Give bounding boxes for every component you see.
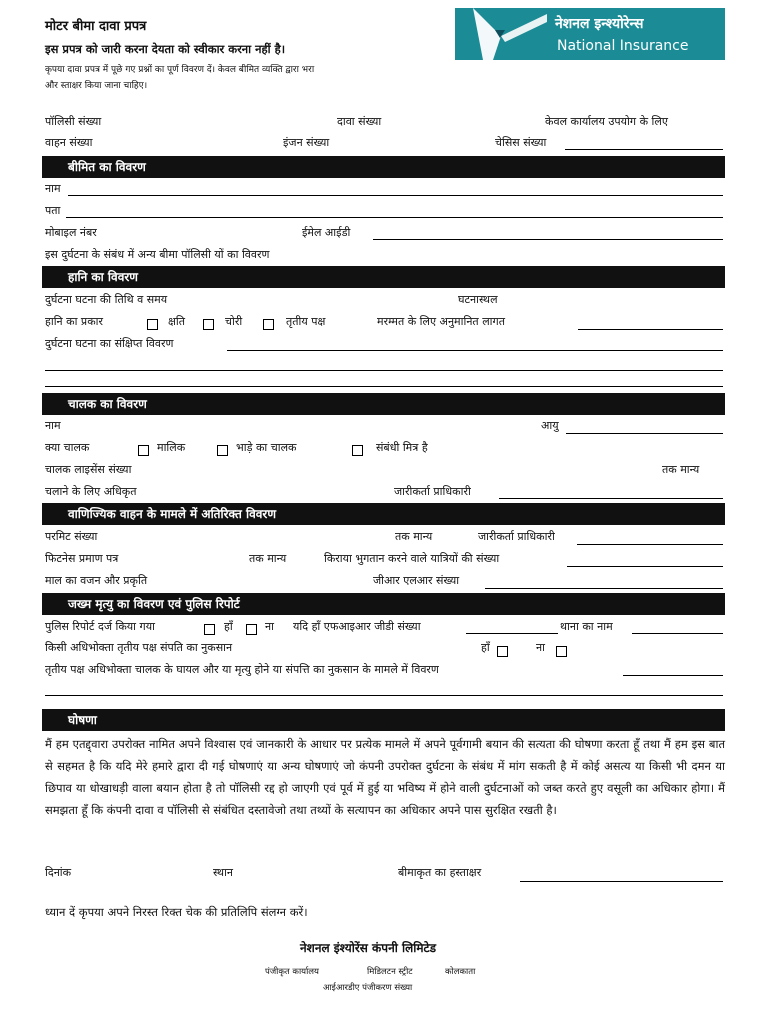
loss-type-label: हानि का प्रकार [45, 315, 103, 328]
logo-english-text: National Insurance [557, 38, 689, 54]
driver-name-label: नाम [45, 419, 61, 432]
permit-valid-till-label: तक मान्य [395, 530, 433, 543]
relative-option-label: संबंधी मित्र है [376, 441, 428, 454]
licence-valid-till-label: तक मान्य [662, 463, 700, 476]
declaration-section-heading: घोषणा [42, 709, 725, 731]
signature-field[interactable] [520, 881, 723, 882]
injury-details-line-2[interactable] [45, 695, 723, 696]
fir-number-field[interactable] [466, 633, 558, 634]
police-station-field[interactable] [632, 633, 723, 634]
other-policies-label: इस दुर्घटना के संबंध में अन्य बीमा पॉलिसी यों का विवरण [45, 248, 270, 261]
police-report-yes-label: हाँ [224, 620, 233, 633]
accident-brief-line-2[interactable] [45, 370, 723, 371]
authorized-to-drive-label: चलाने के लिए अधिकृत [45, 485, 137, 498]
national-insurance-logo [455, 8, 725, 60]
third-party-loss-no-label: ना [536, 641, 545, 654]
declaration-place-label: स्थान [213, 866, 234, 879]
gr-lr-label: जीआर एलआर संख्या [373, 574, 460, 587]
instruction-line-1: कृपया दावा प्रपत्र में पूछे गए प्रश्नों का पूर्ण विवरण दें। केवल बीमित व्यक्ति द्वारा भरा [45, 65, 315, 75]
fitness-certificate-label: फिटनेस प्रमाण पत्र [45, 552, 119, 565]
accident-brief-label: दुर्घटना घटना का संक्षिप्त विवरण [45, 337, 174, 350]
city-label: कोलकाता [445, 967, 476, 977]
driver-age-field[interactable] [566, 433, 723, 434]
mobile-number-label: मोबाइल नंबर [45, 226, 97, 239]
gr-lr-field[interactable] [485, 588, 723, 589]
driver-age-label: आयु [541, 419, 559, 432]
third-party-loss-yes-checkbox[interactable] [497, 646, 508, 657]
passengers-field[interactable] [567, 566, 723, 567]
licence-authority-label: जारीकर्ता प्राधिकारी [394, 485, 471, 498]
hired-driver-checkbox[interactable] [217, 445, 228, 456]
fir-number-label: यदि हाँ एफआइआर जीडी संख्या [293, 620, 421, 633]
licence-authority-field[interactable] [499, 498, 723, 499]
street-label: मिडिलटन स्ट्रीट [367, 967, 413, 977]
injury-details-label: तृतीय पक्ष अधिभोक्ता चालक के घायल और या मृत्यु होने या संपत्ति का नुकसान के मामले में विवरण [45, 663, 439, 676]
third-party-option-label: तृतीय पक्ष [286, 315, 326, 328]
permit-number-label: परमिट संख्या [45, 530, 98, 543]
third-party-loss-no-checkbox[interactable] [556, 646, 567, 657]
vehicle-number-label: वाहन संख्या [45, 136, 93, 149]
police-report-no-label: ना [265, 620, 274, 633]
is-driver-label: क्या चालक [45, 441, 90, 454]
policy-number-label: पॉलिसी संख्या [45, 115, 102, 128]
police-station-label: थाना का नाम [560, 620, 613, 633]
office-use-label: केवल कार्यालय उपयोग के लिए [545, 115, 668, 128]
cheque-note: ध्यान दें कृपया अपने निरस्त रिक्त चेक की प्रतिलिपि संलग्न करें। [45, 905, 308, 919]
relative-checkbox[interactable] [352, 445, 363, 456]
signature-label: बीमाकृत का हस्ताक्षर [398, 866, 482, 879]
liability-notice: इस प्रपत्र को जारी करना देयता को स्वीकार करना नहीं है। [45, 42, 286, 56]
irda-registration-label: आईआरडीए पंजीकरण संख्या [323, 983, 413, 993]
accident-place-label: घटनास्थल [458, 293, 498, 306]
hired-driver-option-label: भाड़े का चालक [236, 441, 297, 454]
third-party-checkbox[interactable] [263, 319, 274, 330]
repair-estimate-field[interactable] [578, 329, 723, 330]
theft-option-label: चोरी [225, 315, 243, 328]
accident-brief-line-3[interactable] [45, 386, 723, 387]
injury-details-field[interactable] [623, 675, 723, 676]
damage-checkbox[interactable] [147, 319, 158, 330]
owner-checkbox[interactable] [138, 445, 149, 456]
permit-authority-field[interactable] [577, 544, 723, 545]
theft-checkbox[interactable] [203, 319, 214, 330]
chassis-number-label: चेसिस संख्या [495, 136, 547, 149]
injury-section-heading: जख्म मृत्यु का विवरण एवं पुलिस रिपोर्ट [42, 593, 725, 615]
accident-brief-field[interactable] [227, 350, 723, 351]
registered-office-label: पंजीकृत कार्यालय [265, 967, 319, 977]
form-title: मोटर बीमा दावा प्रपत्र [45, 19, 147, 34]
commercial-section-heading: वाणिज्यिक वाहन के मामले में अतिरिक्त विवरण [42, 503, 725, 525]
owner-option-label: मालिक [157, 441, 186, 454]
third-party-loss-label: किसी अधिभोक्ता तृतीय पक्ष संपति का नुकसान [45, 641, 233, 654]
insured-address-field[interactable] [66, 217, 723, 218]
insured-name-label: नाम [45, 182, 61, 195]
declaration-date-label: दिनांक [45, 866, 72, 879]
load-label: माल का वजन और प्रकृति [45, 574, 148, 587]
email-field[interactable] [373, 239, 723, 240]
instruction-line-2: और स्ताक्षर किया जाना चाहिए। [45, 81, 148, 91]
repair-estimate-label: मरम्मत के लिए अनुमानित लागत [377, 315, 505, 328]
logo-hindi-text: नेशनल इन्श्योरेन्स [555, 16, 644, 32]
claim-number-label: दावा संख्या [337, 115, 382, 128]
licence-number-label: चालक लाइसेंस संख्या [45, 463, 132, 476]
insured-address-label: पता [45, 204, 61, 217]
fitness-valid-till-label: तक मान्य [249, 552, 287, 565]
declaration-text: मैं हम एतद्द्वारा उपरोक्त नामित अपने विश्वास एवं जानकारी के आधार पर प्रत्येक मामले में अपने पूर्वगामी बयान की सत्यता की घोषणा करता हूँ तथा मैं हम इस बात से सहमत है कि यदि मेरे हमारे द्वारा दी गई घोषणाएं या अन्य घोषणाएं जो कंपनी उपरोक्त दुर्घटना के संबंध में मांग सकती है में कोई असत्य या किसी भी दमन या छिपाव या धोखाधड़ी वाला बयान होता है तो पॉलिसी रद्द हो जाएगी एवं पूर्व में हुई या भविष्य में होने वाली दुर्घटनाओं को जब्त करते हुए वसूली का अधिकार होगा। मैं समझता हूँ कि कंपनी दावा व पॉलिसी से संबंधित दस्तावेजो तथा तथ्यों के सत्यापन का अधिकार अपने पास सुरक्षित रखती है। [45, 737, 725, 817]
email-label: ईमेल आईडी [302, 226, 351, 239]
police-report-label: पुलिस रिपोर्ट दर्ज किया गया [45, 620, 155, 633]
insured-section-heading: बीमित का विवरण [42, 156, 725, 178]
permit-authority-label: जारीकर्ता प्राधिकारी [478, 530, 555, 543]
engine-number-label: इंजन संख्या [283, 136, 330, 149]
logo-mark-icon [455, 8, 547, 60]
loss-section-heading: हानि का विवरण [42, 266, 725, 288]
damage-option-label: क्षति [168, 315, 186, 328]
chassis-number-field[interactable] [565, 149, 723, 150]
insured-name-field[interactable] [68, 195, 723, 196]
police-report-no-checkbox[interactable] [246, 624, 257, 635]
driver-section-heading: चालक का विवरण [42, 393, 725, 415]
police-report-yes-checkbox[interactable] [204, 624, 215, 635]
company-name: नेशनल इंश्योरेंस कंपनी लिमिटेड [300, 941, 437, 955]
third-party-loss-yes-label: हाँ [481, 641, 490, 654]
passengers-label: किराया भुगतान करने वाले यात्रियों की संख्या [324, 552, 500, 565]
accident-date-label: दुर्घटना घटना की तिथि व समय [45, 293, 168, 306]
